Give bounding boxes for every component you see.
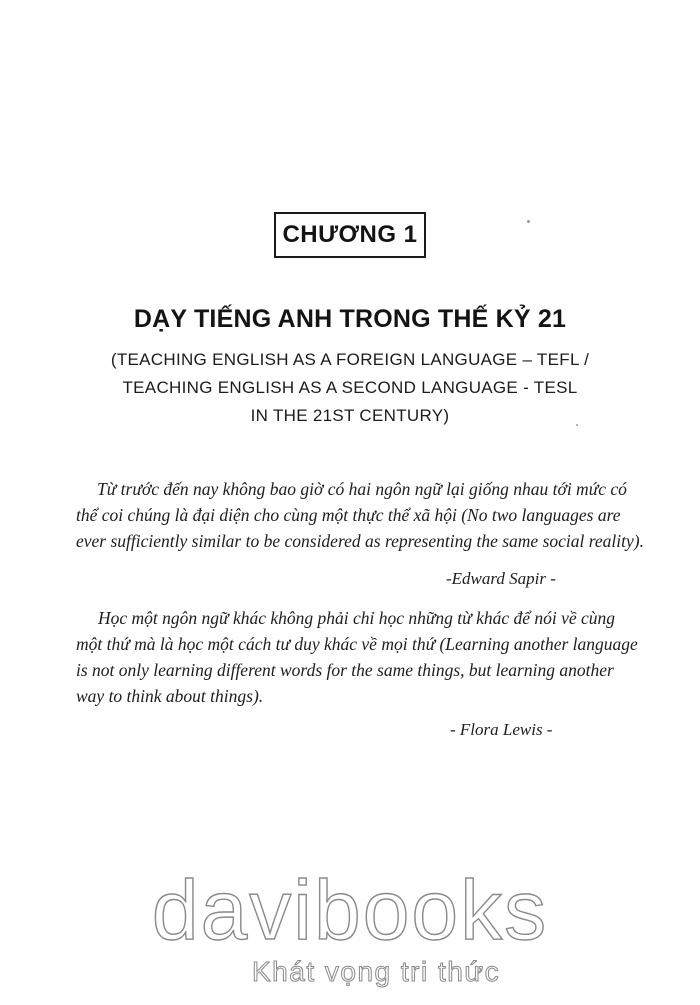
quote-line: is not only learning different words for the same things, but learning another bbox=[76, 660, 614, 680]
quote-author: - Flora Lewis - bbox=[450, 720, 553, 739]
quote-line: một thứ mà là học một cách tư duy khác về mọi thứ (Learning another language bbox=[76, 634, 638, 654]
chapter-subtitle-line: TEACHING ENGLISH AS A SECOND LANGUAGE - TESL bbox=[122, 378, 578, 397]
chapter-subtitle-line: IN THE 21ST CENTURY) bbox=[250, 406, 450, 425]
chapter-label: CHƯƠNG 1 bbox=[282, 221, 418, 248]
chapter-title: DẠY TIẾNG ANH TRONG THẾ KỶ 21 bbox=[133, 305, 567, 333]
chapter-subtitle-line: (TEACHING ENGLISH AS A FOREIGN LANGUAGE – TEFL / bbox=[110, 350, 590, 369]
quote-line: thể coi chúng là đại diện cho cùng một thực thể xã hội (No two languages are bbox=[76, 505, 621, 525]
watermark-logo: davibooks bbox=[151, 863, 549, 957]
chapter-label-box bbox=[274, 212, 426, 258]
quote-author: -Edward Sapir - bbox=[446, 569, 556, 588]
quote-line: ever sufficiently similar to be considered as representing the same social reality). bbox=[76, 531, 644, 551]
quote-line: Học một ngôn ngữ khác không phải chỉ học những từ khác để nói về cùng bbox=[98, 608, 616, 628]
quote-line: way to think about things). bbox=[76, 686, 264, 706]
print-speck bbox=[527, 220, 530, 223]
quote-line: Từ trước đến nay không bao giờ có hai ngôn ngữ lại giống nhau tới mức có bbox=[97, 479, 627, 499]
watermark-tagline: Khát vọng tri thức bbox=[252, 956, 501, 987]
